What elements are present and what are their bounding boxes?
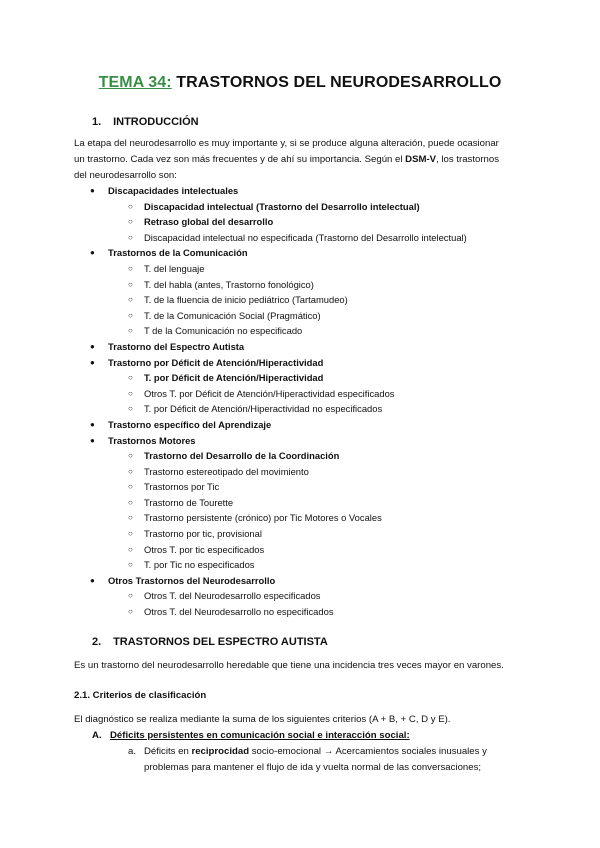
intro-line-2-text: un trastorno. Cada vez son más frecuentes y de ahí su importancia. Según el <box>74 154 406 165</box>
criterion-a-item-a-bold: reciprocidad <box>191 746 250 757</box>
list-item-text: Trastorno del Espectro Autista <box>108 340 245 352</box>
list-item-subcategory <box>74 542 544 558</box>
hollow-bullet-icon: ○ <box>128 388 133 398</box>
hollow-bullet-icon: ○ <box>128 310 133 320</box>
hollow-bullet-icon: ○ <box>128 232 133 242</box>
list-item-text: T de la Comunicación no especificado <box>144 325 303 337</box>
intro-line-2-tail: , los trastornos <box>436 154 500 165</box>
hollow-bullet-icon: ○ <box>128 451 133 461</box>
filled-bullet-icon: ● <box>90 419 95 429</box>
intro-paragraph <box>74 136 534 184</box>
filled-bullet-icon: ● <box>90 575 95 585</box>
list-item-text: Retraso global del desarrollo <box>144 216 274 228</box>
title-text: TRASTORNOS DEL NEURODESARROLLO <box>176 74 502 91</box>
list-item-subcategory <box>74 261 544 277</box>
list-item-subcategory <box>74 448 544 464</box>
hollow-bullet-icon: ○ <box>128 326 133 336</box>
criterion-a-item-a-post: socio-emocional → Acercamientos sociales inusuales y <box>249 746 487 757</box>
list-item-text: Trastorno persistente (crónico) por Tic Motores o Vocales <box>144 512 382 524</box>
list-item-category <box>74 417 544 433</box>
diagnosis-paragraph: El diagnóstico se realiza mediante la suma de los siguientes criterios (A + B, + C, D y E). <box>74 714 451 725</box>
section-2-number: 2. <box>92 636 102 648</box>
list-item-text: Trastorno por tic, provisional <box>144 528 262 540</box>
list-item-text: T. por Déficit de Atención/Hiperactividad no especificados <box>144 403 383 415</box>
criterion-a-item-a <box>128 744 528 776</box>
list-item-text: Trastornos Motores <box>108 434 196 446</box>
list-item-text: Otros T. del Neurodesarrollo especificados <box>144 590 321 602</box>
list-item-category <box>74 573 544 589</box>
dsm-label: DSM-V <box>405 154 437 165</box>
list-item-text: Trastornos por Tic <box>144 481 220 493</box>
filled-bullet-icon: ● <box>90 341 95 351</box>
list-item-text: Otros Trastornos del Neurodesarrollo <box>108 574 276 586</box>
intro-line-3: del neurodesarrollo son: <box>74 170 177 181</box>
disorder-list <box>74 183 544 620</box>
hollow-bullet-icon: ○ <box>128 544 133 554</box>
list-item-text: Discapacidad intelectual (Trastorno del Desarrollo intelectual) <box>144 200 420 212</box>
subsection-2-1-heading: 2.1. Criterios de clasificación <box>74 690 207 701</box>
list-item-text: T. de la fluencia de inicio pediátrico (Tartamudeo) <box>144 294 348 306</box>
title-tema: TEMA 34: <box>98 74 172 91</box>
list-item-subcategory <box>74 230 544 246</box>
hollow-bullet-icon: ○ <box>128 607 133 617</box>
list-item-subcategory <box>74 214 544 230</box>
list-item-text: T. del habla (antes, Trastorno fonológico) <box>144 278 314 290</box>
list-item-subcategory <box>74 401 544 417</box>
hollow-bullet-icon: ○ <box>128 591 133 601</box>
section-1-number: 1. <box>92 116 102 128</box>
list-item-subcategory <box>74 588 544 604</box>
section-1-heading <box>92 116 199 128</box>
hollow-bullet-icon: ○ <box>128 529 133 539</box>
list-item-subcategory <box>74 510 544 526</box>
hollow-bullet-icon: ○ <box>128 373 133 383</box>
list-item-category <box>74 433 544 449</box>
list-item-text: T. por Déficit de Atención/Hiperactividad <box>144 372 324 384</box>
list-item-subcategory <box>74 199 544 215</box>
list-item-subcategory <box>74 386 544 402</box>
hollow-bullet-icon: ○ <box>128 482 133 492</box>
hollow-bullet-icon: ○ <box>128 513 133 523</box>
list-item-subcategory <box>74 495 544 511</box>
list-item-category <box>74 245 544 261</box>
list-item-text: Trastorno de Tourette <box>144 496 234 508</box>
criterion-a-letter: A. <box>92 730 102 741</box>
hollow-bullet-icon: ○ <box>128 560 133 570</box>
list-item-category <box>74 339 544 355</box>
list-item-text: Otros T. por Déficit de Atención/Hiperactividad especificados <box>144 387 395 399</box>
criterion-a-item-a-line-1 <box>128 744 528 760</box>
hollow-bullet-icon: ○ <box>128 279 133 289</box>
list-item-text: Trastorno por Déficit de Atención/Hiperactividad <box>108 356 324 368</box>
hollow-bullet-icon: ○ <box>128 263 133 273</box>
list-item-subcategory <box>74 292 544 308</box>
filled-bullet-icon: ● <box>90 357 95 367</box>
list-item-text: Trastorno estereotipado del movimiento <box>144 465 309 477</box>
list-item-subcategory <box>74 526 544 542</box>
hollow-bullet-icon: ○ <box>128 295 133 305</box>
list-item-subcategory <box>74 479 544 495</box>
hollow-bullet-icon: ○ <box>128 497 133 507</box>
list-item-category <box>74 183 544 199</box>
list-item-text: T. por Tic no especificados <box>144 559 255 571</box>
filled-bullet-icon: ● <box>90 248 95 258</box>
list-item-category <box>74 355 544 371</box>
criterion-a-item-a-letter: a. <box>128 746 137 757</box>
list-item-text: Trastornos de la Comunicación <box>108 247 248 259</box>
list-item-text: Trastorno del Desarrollo de la Coordinación <box>144 450 340 462</box>
page-title <box>0 74 600 92</box>
intro-line-1: La etapa del neurodesarrollo es muy importante y, si se produce alguna alteración, puede ocasionar <box>74 138 499 149</box>
list-item-subcategory <box>74 464 544 480</box>
list-item-subcategory <box>74 277 544 293</box>
hollow-bullet-icon: ○ <box>128 466 133 476</box>
hollow-bullet-icon: ○ <box>128 217 133 227</box>
list-item-text: T. de la Comunicación Social (Pragmático) <box>144 309 321 321</box>
list-item-subcategory <box>74 308 544 324</box>
section-2-title: TRASTORNOS DEL ESPECTRO AUTISTA <box>113 636 328 648</box>
hollow-bullet-icon: ○ <box>128 201 133 211</box>
hollow-bullet-icon: ○ <box>128 404 133 414</box>
criterion-a-item-a-line-2: problemas para mantener el flujo de ida y vuelta normal de las conversaciones; <box>144 762 482 773</box>
list-item-subcategory <box>74 557 544 573</box>
list-item-text: Otros T. del Neurodesarrollo no especificados <box>144 606 334 618</box>
criterion-a-item-a-pre: Déficits en <box>144 746 192 757</box>
section-2-heading <box>92 636 328 648</box>
list-item-subcategory <box>74 323 544 339</box>
criterion-a <box>92 728 410 744</box>
filled-bullet-icon: ● <box>90 435 95 445</box>
list-item-subcategory <box>74 604 544 620</box>
list-item-subcategory <box>74 370 544 386</box>
criterion-a-text: Déficits persistentes en comunicación social e interacción social: <box>110 730 410 741</box>
list-item-text: Discapacidad intelectual no especificada (Trastorno del Desarrollo intelectual) <box>144 231 467 243</box>
list-item-text: T. del lenguaje <box>144 262 205 274</box>
list-item-text: Trastorno específico del Aprendizaje <box>108 418 272 430</box>
list-item-text: Discapacidades intelectuales <box>108 185 239 196</box>
tea-intro: Es un trastorno del neurodesarrollo heredable que tiene una incidencia tres veces mayor en varones. <box>74 660 504 671</box>
section-1-title: INTRODUCCIÓN <box>113 116 199 128</box>
filled-bullet-icon: ● <box>90 186 95 195</box>
intro-line-2 <box>74 152 534 168</box>
list-item-text: Otros T. por tic especificados <box>144 543 265 555</box>
